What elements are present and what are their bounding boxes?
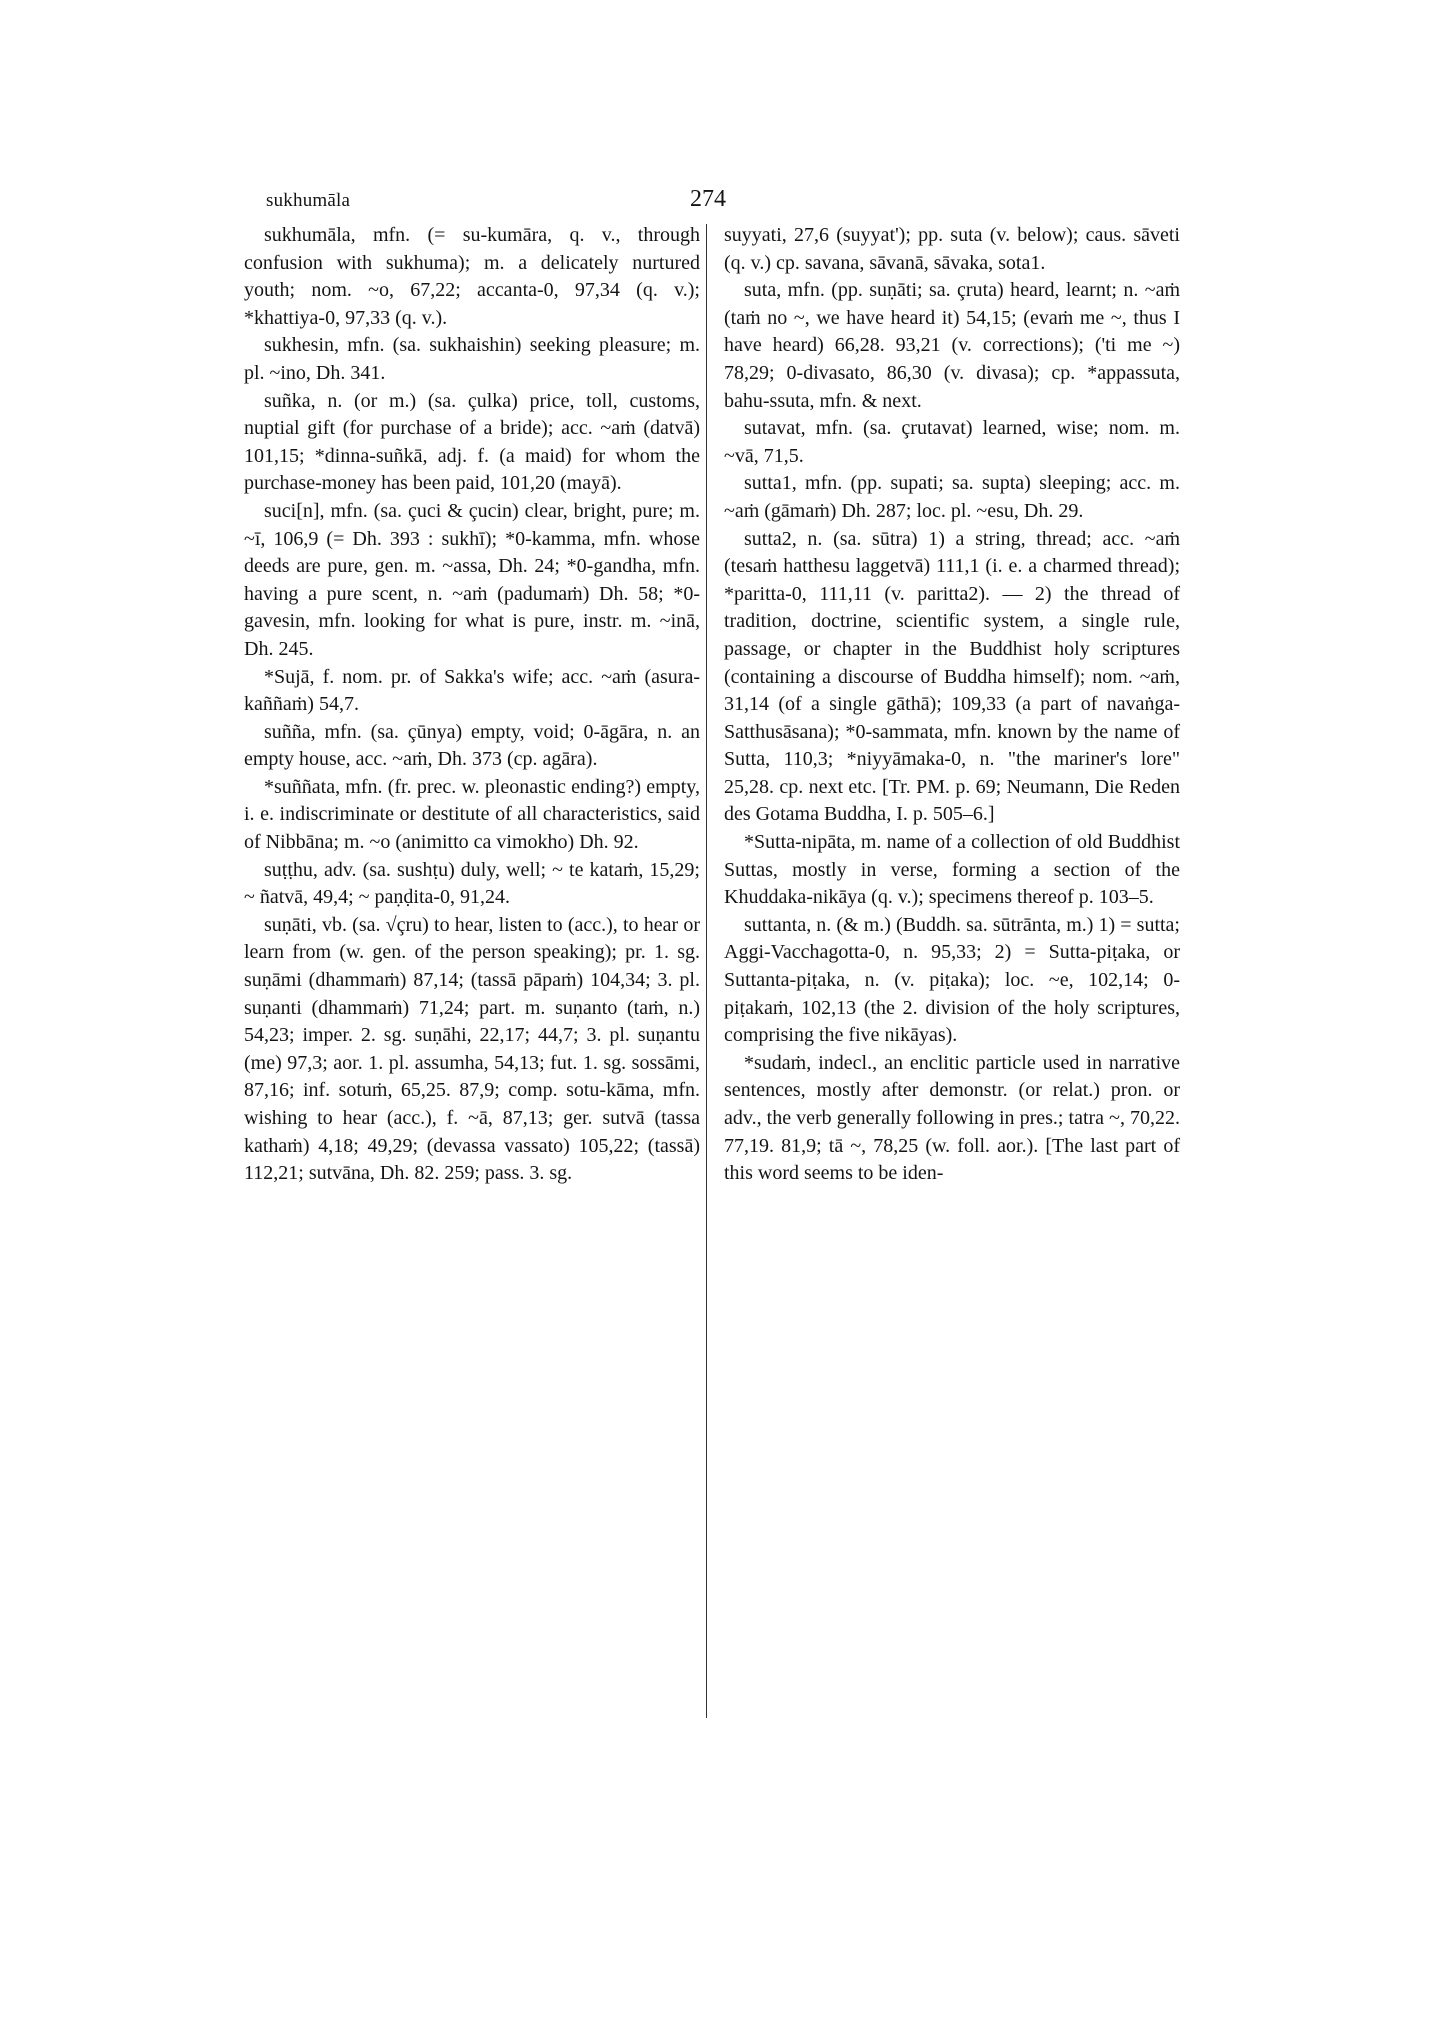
column-divider: [706, 224, 707, 1718]
running-head: sukhumāla: [266, 190, 351, 211]
entry-sunka: suñka, n. (or m.) (sa. çulka) price, toll, customs, nuptial gift (for purchase of a bride); acc. ~aṁ (datvā) 101,15; *dinna-suñkā, adj. f. (a maid) for whom the purchase-money has been paid, 101,20 (mayā).: [244, 389, 700, 495]
entry-sunnata: *suññata, mfn. (fr. prec. w. pleonastic ending?) empty, i. e. indiscriminate or destitute of all characteristics, said of Nibbāna; m. ~o (animitto ca vimokho) Dh. 92.: [244, 775, 700, 854]
entry-sukhesin: sukhesin, mfn. (sa. sukhaishin) seeking pleasure; m. pl. ~ino, Dh. 341.: [244, 334, 700, 384]
entry-sutta-2: sutta2, n. (sa. sūtra) 1) a string, thread; acc. ~aṁ (tesaṁ hatthesu laggetvā) 111,1 (i. e. a charmed thread); *paritta-0, 111,11 (v. paritta2). — 2) the thread of tradition, doctrine, scientific system, a single rule, passage, or chapter in the Buddhist holy scriptures (containing a discourse of Buddha himself); nom. ~aṁ, 31,14 (of a single gāthā); 109,33 (a part of navaṅga-Satthusāsana); *0-sammata, mfn. known by the name of Sutta, 110,3; *niyyāmaka-0, n. "the mariner's lore" 25,28. cp. next etc. [Tr. PM. p. 69; Neumann, Die Reden des Gotama Buddha, I. p. 505–6.]: [724, 527, 1180, 826]
entry-sutta-1: sutta1, mfn. (pp. supati; sa. supta) sleeping; acc. m. ~aṁ (gāmaṁ) Dh. 287; loc. pl. ~esu, Dh. 29.: [724, 472, 1180, 522]
entry-sunati: suṇāti, vb. (sa. √çru) to hear, listen to (acc.), to hear or learn from (w. gen. of the person speaking); pr. 1. sg. suṇāmi (dhammaṁ) 87,14; (tassā pāpaṁ) 104,34; 3. pl. suṇanti (dhammaṁ) 71,24; part. m. suṇanto (taṁ, n.) 54,23; imper. 2. sg. suṇāhi, 22,17; 44,7; 3. pl. suṇantu (me) 97,3; aor. 1. pl. assumha, 54,13; fut. 1. sg. sossāmi, 87,16; inf. sotuṁ, 65,25. 87,9; comp. sotu-kāma, mfn. wishing to hear (acc.), f. ~ā, 87,13; ger. sutvā (tassa kathaṁ) 4,18; 49,29; (devassa vassato) 105,22; (tassā) 112,21; sutvāna, Dh. 82. 259; pass. 3. sg.: [244, 913, 700, 1185]
entry-sunati-continued: suyyati, 27,6 (suyyat'); pp. suta (v. below); caus. sāveti (q. v.) cp. savana, sāvanā, sāvaka, sota1.: [724, 224, 1180, 274]
entry-suja: *Sujā, f. nom. pr. of Sakka's wife; acc. ~aṁ (asura-kaññaṁ) 54,7.: [244, 665, 700, 716]
entry-suci: suci[n], mfn. (sa. çuci & çucin) clear, bright, pure; m. ~ī, 106,9 (= Dh. 393 : sukhī); *0-kamma, mfn. whose deeds are pure, gen. m. ~assa, Dh. 24; *0-gandha, mfn. having a pure scent, n. ~aṁ (padumaṁ) Dh. 58; *0-gavesin, mfn. looking for what is pure, instr. m. ~inā, Dh. 245.: [244, 499, 700, 660]
entry-sutavat: sutavat, mfn. (sa. çrutavat) learned, wise; nom. m. ~vā, 71,5.: [724, 417, 1180, 467]
entry-sunna: suñña, mfn. (sa. çūnya) empty, void; 0-āgāra, n. an empty house, acc. ~aṁ, Dh. 373 (cp. agāra).: [244, 720, 700, 771]
right-column: [724, 222, 1180, 1188]
left-column: [244, 222, 700, 1188]
entry-suttanta: suttanta, n. (& m.) (Buddh. sa. sūtrānta, m.) 1) = sutta; Aggi-Vacchagotta-0, n. 95,33; 2) = Sutta-piṭaka, or Suttanta-piṭaka, n. (v. piṭaka); loc. ~e, 102,14; 0-piṭakaṁ, 102,13 (the 2. division of the holy scriptures, comprising the five nikāyas).: [724, 913, 1180, 1047]
entry-sudam: *sudaṁ, indecl., an enclitic particle used in narrative sentences, mostly after demonstr. (or relat.) pron. or adv., the verb generally following in pres.; tatra ~, 70,22. 77,19. 81,9; tā ~, 78,25 (w. foll. aor.). [The last part of this word seems to be iden-: [724, 1051, 1180, 1185]
page-number: 274: [690, 186, 726, 212]
entry-sutthu: suṭṭhu, adv. (sa. sushṭu) duly, well; ~ te kataṁ, 15,29; ~ ñatvā, 49,4; ~ paṇḍita-0, 91,24.: [244, 858, 700, 909]
entry-sutta-nipata: *Sutta-nipāta, m. name of a collection of old Buddhist Suttas, mostly in verse, forming a section of the Khuddaka-nikāya (q. v.); specimens thereof p. 103–5.: [724, 831, 1180, 909]
entry-sukhumala: sukhumāla, mfn. (= su-kumāra, q. v., through confusion with sukhuma); m. a delicately nurtured youth; nom. ~o, 67,22; accanta-0, 97,34 (q. v.); *khattiya-0, 97,33 (q. v.).: [244, 224, 700, 329]
entry-suta: suta, mfn. (pp. suṇāti; sa. çruta) heard, learnt; n. ~aṁ (taṁ no ~, we have heard it) 54,15; (evaṁ me ~, thus I have heard) 66,28. 93,21 (v. corrections); ('ti me ~) 78,29; 0-divasato, 86,30 (v. divasa); cp. *appassuta, bahu-ssuta, mfn. & next.: [724, 279, 1180, 412]
